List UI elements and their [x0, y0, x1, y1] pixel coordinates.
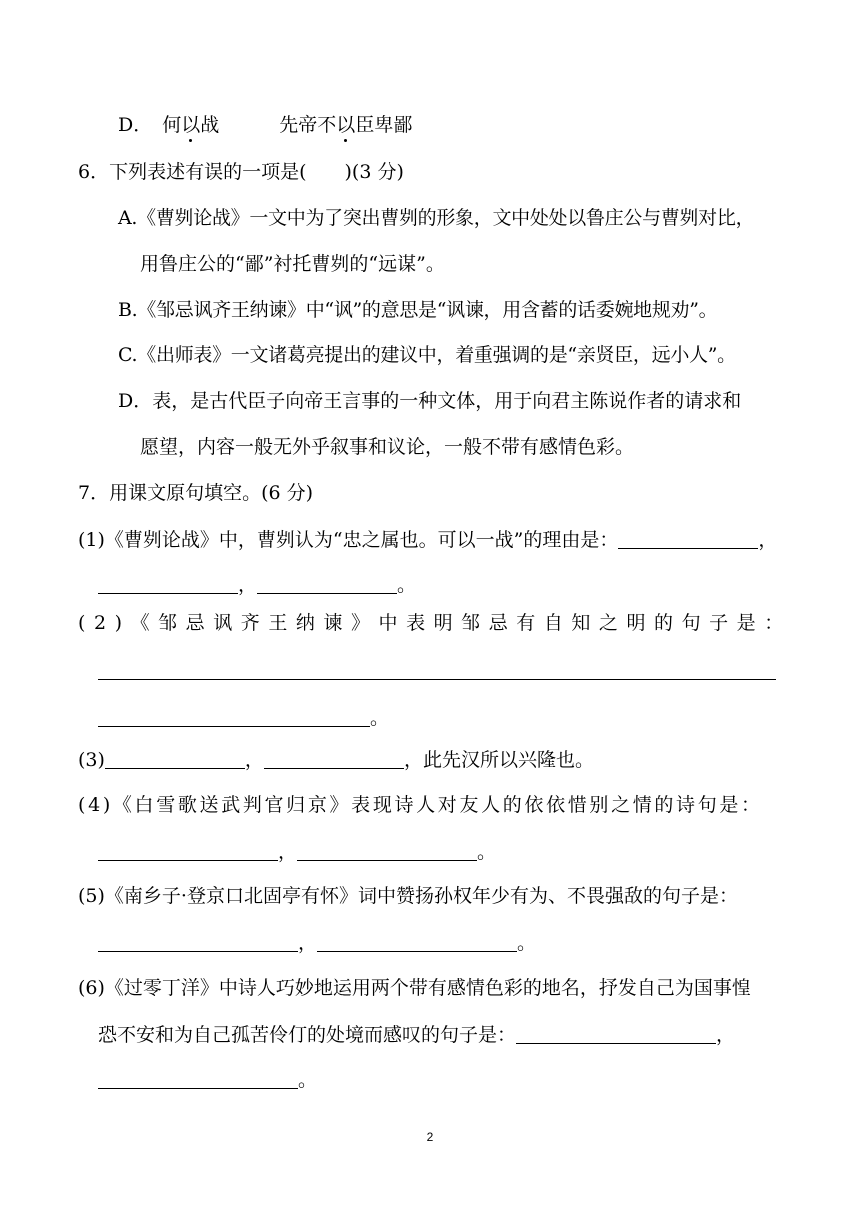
q6-stem: 6．下列表述有误的一项是( )(3 分)	[78, 161, 404, 183]
answer-blank[interactable]	[98, 661, 776, 680]
page-number: 2	[426, 1130, 434, 1144]
q6-option-c: C.《出师表》一文诸葛亮提出的建议中，着重强调的是“亲贤臣，远小人”。	[118, 344, 736, 366]
q7-stem: 7．用课文原句填空。(6 分)	[78, 482, 314, 504]
q6-option-a-line2: 用鲁庄公的“鄙”衬托曹刿的“远谋”。	[140, 253, 445, 275]
q7-item3-tail: ，此先汉所以兴隆也。	[403, 749, 594, 771]
q6-option-a-line1: A.《曹刿论战》一文中为了突出曹刿的形象，文中处处以鲁庄公与曹刿对比，	[118, 207, 755, 229]
q7-item3: (3) ， ，此先汉所以兴隆也。	[78, 749, 594, 771]
emphasis-dot-char: 以	[181, 114, 201, 136]
q5-option-d-phrase-b: 先帝不以臣卑鄙	[279, 114, 413, 136]
q6-option-d-line1: D．表，是古代臣子向帝王言事的一种文体，用于向君主陈说作者的请求和	[118, 390, 742, 412]
q7-item6-line2-text: 恐不安和为自己孤苦伶仃的处境而感叹的句子是：	[98, 1024, 517, 1046]
emphasis-dot-char: 以	[336, 114, 356, 136]
answer-blank[interactable]	[297, 842, 477, 861]
answer-blank[interactable]	[516, 1025, 716, 1044]
answer-blank[interactable]	[618, 530, 758, 549]
answer-blank[interactable]	[98, 842, 278, 861]
q7-item1-text: (1)《曹刿论战》中，曹刿认为“忠之属也。可以一战”的理由是：	[78, 529, 619, 551]
q7-item5-text: (5)《南乡子·登京口北固亭有怀》词中赞扬孙权年少有为、不畏强敌的句子是：	[78, 885, 738, 907]
q7-item2-blank-line2: 。	[98, 708, 389, 728]
q7-item1-blanks: ， 。	[98, 575, 416, 595]
q5-option-d-label: D．	[118, 114, 153, 136]
q5-option-d	[118, 116, 412, 135]
q7-item4-text: (4)《白雪歌送武判官归京》表现诗人对友人的依依惜别之情的诗句是：	[78, 794, 763, 816]
q6-option-d-line2: 愿望，内容一般无外乎叙事和议论，一般不带有感情色彩。	[140, 436, 635, 458]
answer-blank[interactable]	[98, 575, 238, 594]
q7-item1: (1)《曹刿论战》中，曹刿认为“忠之属也。可以一战”的理由是： ，	[78, 529, 778, 551]
answer-blank[interactable]	[257, 575, 397, 594]
q7-item2-blank-line1	[98, 661, 776, 681]
q7-item6-line2: 恐不安和为自己孤苦伶仃的处境而感叹的句子是： ，	[98, 1024, 736, 1046]
q7-item2-text: (2)《邹忌讽齐王纳谏》中表明邹忌有自知之明的句子是：	[78, 612, 792, 634]
q7-item6-blank: 。	[98, 1070, 317, 1090]
answer-blank[interactable]	[264, 750, 404, 769]
q7-item4-blanks: ， 。	[98, 842, 496, 862]
q7-item5-blanks: ， 。	[98, 933, 536, 953]
answer-blank[interactable]	[98, 1070, 298, 1089]
q6-option-b: B.《邹忌讽齐王纳谏》中“讽”的意思是“讽谏，用含蓄的话委婉地规劝”。	[118, 299, 718, 321]
answer-blank[interactable]	[98, 933, 298, 952]
answer-blank[interactable]	[317, 933, 517, 952]
q7-item6-line1: (6)《过零丁洋》中诗人巧妙地运用两个带有感情色彩的地名，抒发自己为国事惶	[78, 977, 751, 999]
answer-blank[interactable]	[98, 708, 370, 727]
answer-blank[interactable]	[105, 750, 245, 769]
q5-option-d-phrase-a: 何以战	[162, 114, 220, 136]
